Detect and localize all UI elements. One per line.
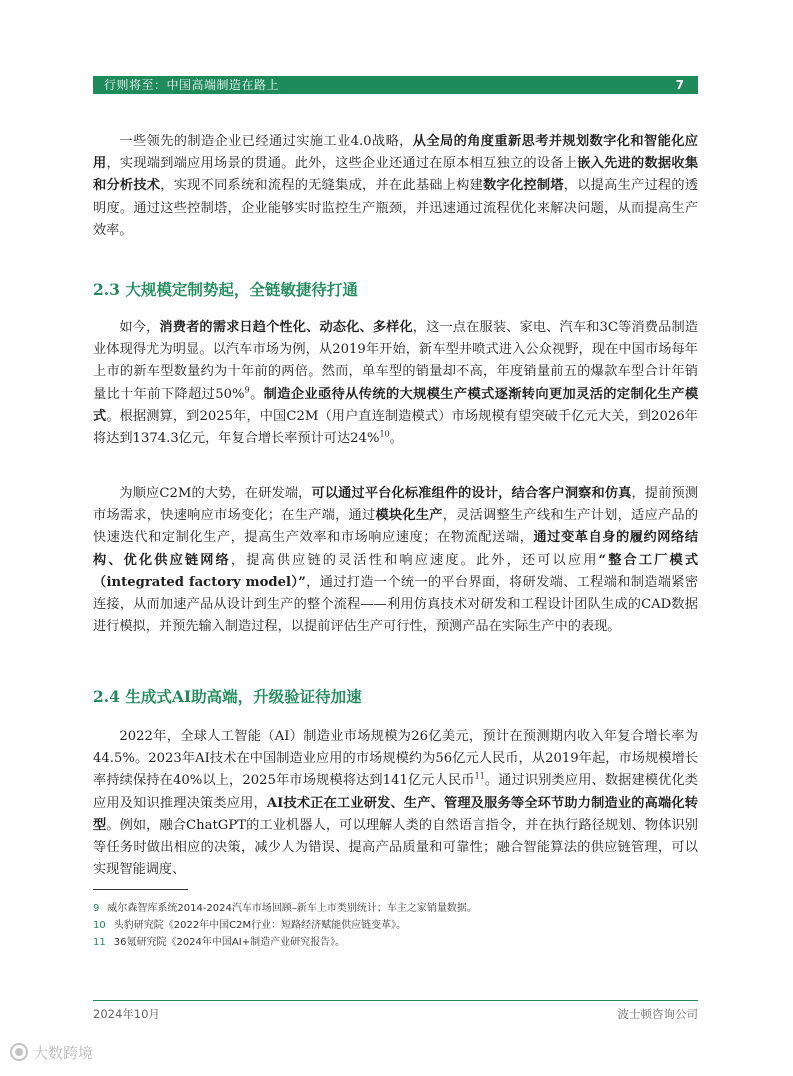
- page-header: [93, 76, 698, 94]
- watermark-logo-icon: [10, 1043, 28, 1061]
- section-heading-2-4: 2.4 生成式AI助高端，升级验证待加速: [93, 687, 362, 706]
- footnote-item: 9 威尔森智库系统2014-2024汽车市场回顾–新车上市类别统计；车主之家销量数据。: [93, 903, 477, 914]
- footnotes: [93, 900, 698, 951]
- footnote-ref-11[interactable]: 11: [474, 772, 485, 782]
- footer-organization: 波士顿咨询公司: [617, 1007, 698, 1021]
- section-heading-2-3: 2.3 大规模定制势起，全链敏捷待打通: [93, 280, 358, 299]
- footnote-ref-9[interactable]: 9: [244, 385, 250, 395]
- footnote-item: 11 36氪研究院《2024年中国AI+制造产业研究报告》。: [93, 937, 346, 948]
- footnote-item: 10 头豹研究院《2022年中国C2M行业：短路经济赋能供应链变革》。: [93, 920, 407, 931]
- watermark-text: 大数跨境: [33, 1044, 94, 1062]
- header-title: 行则将至：中国高端制造在路上: [104, 78, 280, 92]
- paragraph-customization: 如今，消费者的需求日趋个性化、动态化、多样化，这一点在服装、家电、汽车和3C等消费品制造业体现得尤为明显。以汽车市场为例，从2019年开始，新车型井喷式进入公众视野，现在中国市场每年上市的新车型数量约为十年前的两倍。然而，单车型的销量却不高，年度销量前五的爆款车型合计年销量比十年前下降超过50%$^9$。制造企业亟待从传统的大规模生产模式逐渐转向更加灵活的定制化生产模式。根据测算，到2025年，中国C2M（用户直连制造模式）市场规模有望突破千亿元大关，到2026年将达到1374.3亿元，年复合增长率预计可达24%$^{10}$。: [93, 320, 699, 447]
- footer-date: 2024年10月: [93, 1007, 160, 1021]
- page-number: 7: [675, 78, 684, 92]
- watermark: [10, 1042, 93, 1063]
- paragraph-generative-ai: 2022年，全球人工智能（AI）制造业市场规模为26亿美元，预计在预测期内收入年复合增长率为44.5%。2023年AI技术在中国制造业应用的市场规模约为56亿元人民币，从2019年起，市场规模增长率持续保持在40%以上，2025年市场规模将达到141亿元人民币$^{11}$。通过识别类应用、数据建模优化类应用及知识推理决策类应用，AI技术正在工业研发、生产、管理及服务等全环节助力制造业的高端化转型。例如，融合ChatGPT的工业机器人，可以理解人类的自然语言指令，并在执行路径规划、物体识别等任务时做出相应的决策，减少人为错误、提高产品质量和可靠性；融合智能算法的供应链管理，可以实现智能调度、: [93, 729, 698, 878]
- footnote-divider: [93, 889, 188, 890]
- paragraph-c2m: 为顺应C2M的大势，在研发端，可以通过平台化标准组件的设计，结合客户洞察和仿真，提前预测市场需求，快速响应市场变化；在生产端，通过模块化生产，灵活调整生产线和生产计划，适应产品的快速迭代和定制化生产，提高生产效率和市场响应速度；在物流配送端，通过变革自身的履约网络结构、优化供应链网络，提高供应链的灵活性和响应速度。此外，还可以应用“整合工厂模式（integrated factory model）”，通过打造一个统一的平台界面，将研发端、工程端和制造端紧密连接，从而加速产品从设计到生产的整个流程——利用仿真技术对研发和工程设计团队生成的CAD数据进行模拟，并预先输入制造过程，以提前评估生产可行性，预测产品在实际生产中的表现。: [93, 486, 699, 635]
- footnote-ref-10[interactable]: 10: [379, 429, 390, 439]
- paragraph-control-tower: 一些领先的制造企业已经通过实施工业4.0战略，从全局的角度重新思考并规划数字化和智能化应用，实现端到端应用场景的贯通。此外，这些企业还通过在原本相互独立的设备上嵌入先进的数据收集和分析技术，实现不同系统和流程的无缝集成，并在此基础上构建数字化控制塔，以提高生产过程的透明度。通过这些控制塔，企业能够实时监控生产瓶颈，并迅速通过流程优化来解决问题，从而提高生产效率。: [93, 134, 699, 238]
- footer-divider: [93, 1000, 698, 1001]
